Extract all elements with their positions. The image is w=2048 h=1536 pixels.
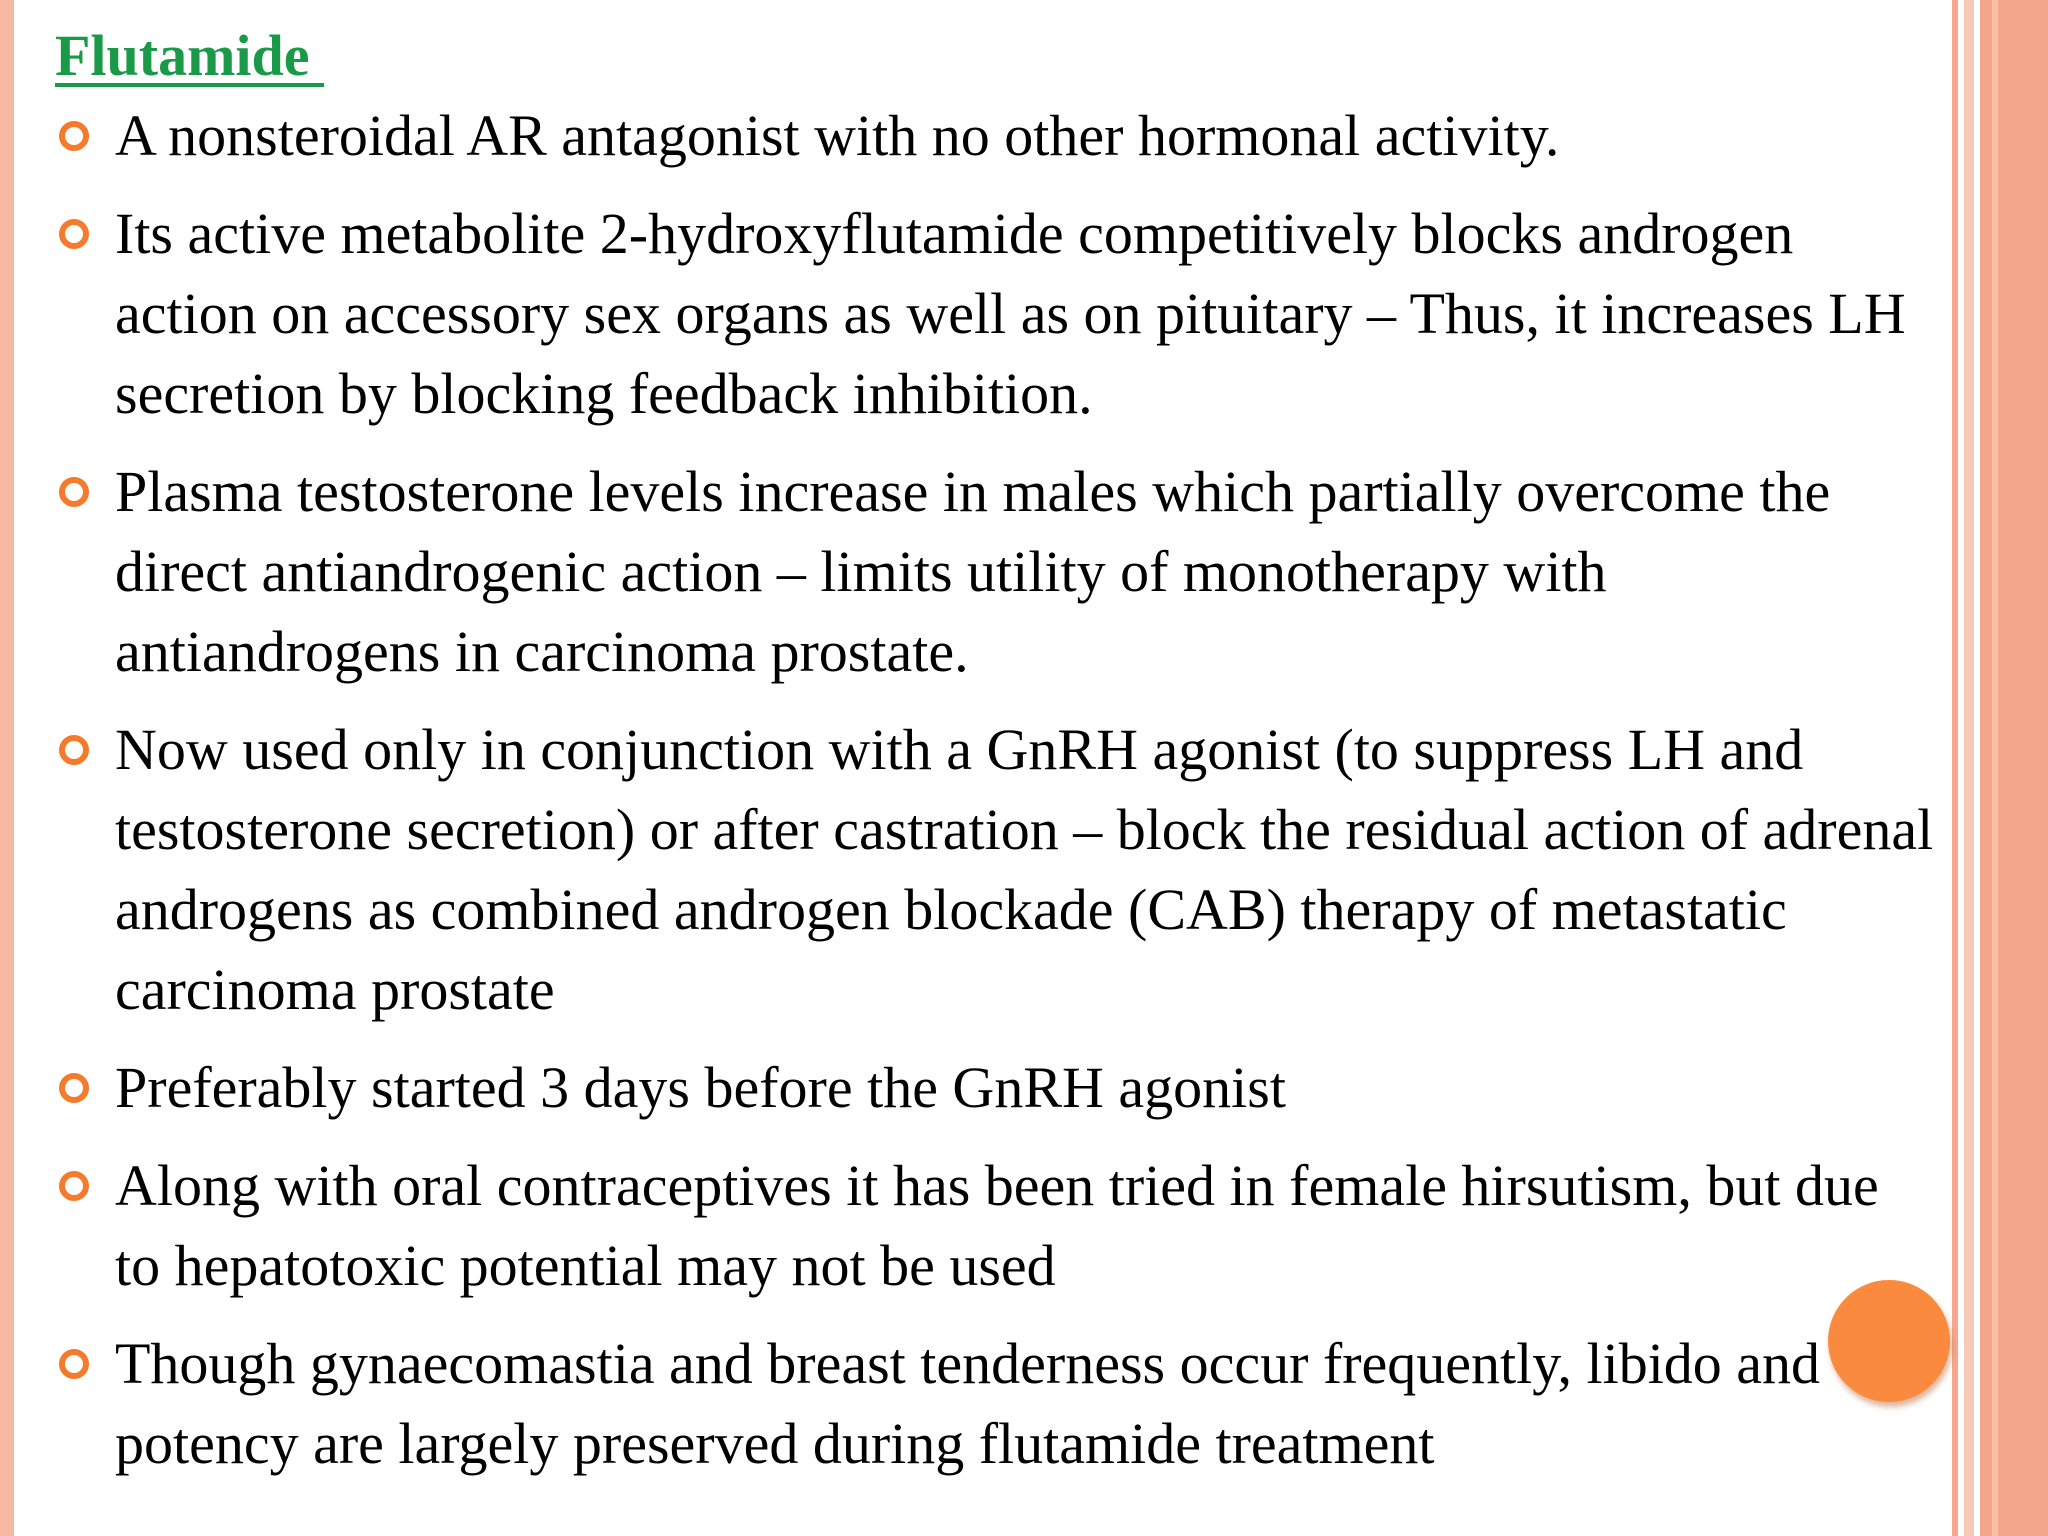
bullet-circle-icon [59,477,89,507]
slide-content [55,18,1935,1502]
left-border-decoration [0,0,14,1536]
bullet-text: Though gynaecomastia and breast tenderness occur frequently, libido and potency are largely preserved during flutamide treatment [115,1331,1821,1476]
bullet-text: Now used only in conjunction with a GnRH agonist (to suppress LH and testosterone secretion) or after castration – block the residual action of adrenal androgens as combined androgen blockade (CAB) therapy of metastatic carcinoma prostate [115,717,1934,1022]
bullet-item [55,194,1935,434]
bullet-text: Its active metabolite 2-hydroxyflutamide competitively blocks androgen action on accessory sex organs as well as on pituitary – Thus, it increases LH secretion by blocking feedback inhibition. [115,201,1906,426]
bullet-item [55,710,1935,1030]
bullet-item [55,452,1935,692]
bullet-circle-icon [59,1349,89,1379]
bullet-circle-icon [59,219,89,249]
bullet-circle-icon [59,1073,89,1103]
bullet-item [55,96,1935,176]
slide-title: Flutamide [55,23,325,88]
bullet-circle-icon [59,121,89,151]
right-stripe-decoration [1980,0,2048,1536]
bullet-text: Along with oral contraceptives it has been tried in female hirsutism, but due to hepatotoxic potential may not be used [115,1153,1879,1298]
bullet-item [55,1324,1935,1484]
bullet-circle-icon [59,735,89,765]
orange-circle-decoration [1828,1280,1950,1402]
bullet-circle-icon [59,1171,89,1201]
bullet-item [55,1146,1935,1306]
right-stripe-decoration [1952,0,1958,1536]
bullet-list [55,96,1935,1484]
right-stripe-decoration [1992,0,1998,1536]
bullet-text: A nonsteroidal AR antagonist with no other hormonal activity. [115,103,1560,168]
bullet-item [55,1048,1935,1128]
right-stripe-decoration [1964,0,1974,1536]
bullet-text: Preferably started 3 days before the GnRH agonist [115,1055,1286,1120]
bullet-text: Plasma testosterone levels increase in males which partially overcome the direct antiandrogenic action – limits utility of monotherapy with antiandrogens in carcinoma prostate. [115,459,1831,684]
